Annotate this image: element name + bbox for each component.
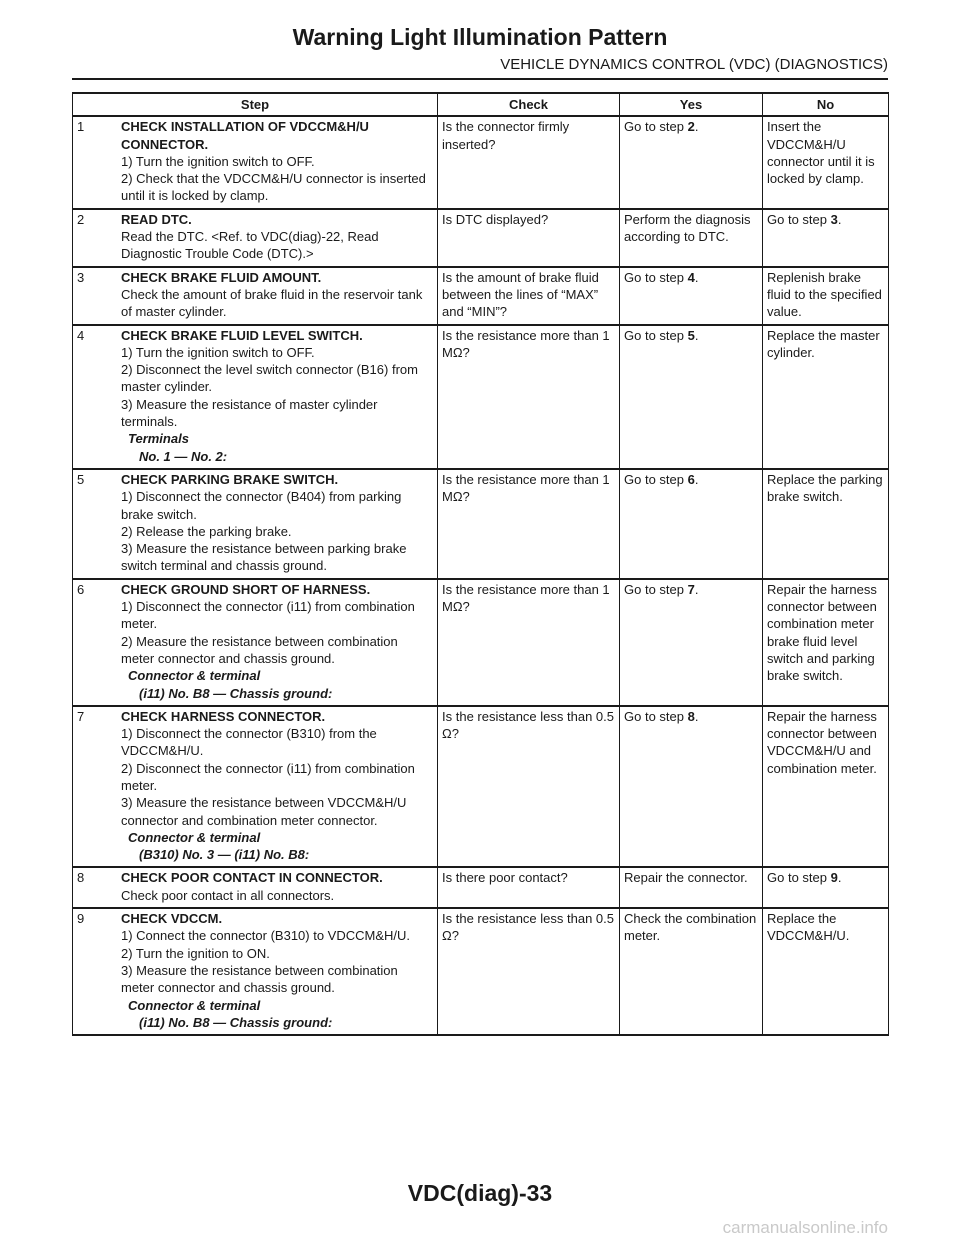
step-content bbox=[77, 211, 433, 263]
step-number: 7 bbox=[77, 708, 85, 724]
step-instruction: 3) Measure the resistance between combination meter connector and chassis ground. bbox=[121, 962, 398, 996]
watermark: carmanualsonline.info bbox=[722, 1218, 888, 1237]
step-body bbox=[121, 269, 433, 321]
step-cell bbox=[73, 706, 438, 868]
page-title: Warning Light Illumination Pattern bbox=[292, 24, 668, 50]
step-cell bbox=[73, 867, 438, 908]
step-instruction: 2) Measure the resistance between combination meter connector and chassis ground. bbox=[121, 633, 398, 666]
step-instruction: 2) Check that the VDCCM&H/U connector is inserted until it is locked by clamp. bbox=[121, 171, 426, 204]
step-reference: 2 bbox=[687, 119, 695, 135]
check-cell: Is DTC displayed? bbox=[438, 209, 620, 267]
check-cell: Is the resistance less than 0.5 Ω? bbox=[438, 908, 620, 1035]
no-cell: Replace the parking brake switch. bbox=[763, 469, 889, 579]
step-instruction: 2) Disconnect the connector (i11) from combination meter. bbox=[121, 760, 415, 793]
table-row bbox=[73, 867, 889, 908]
yes-cell: Go to step 4. bbox=[620, 267, 763, 325]
no-cell: Replace the master cylinder. bbox=[763, 325, 889, 469]
step-body bbox=[121, 869, 433, 904]
step-reference: 7 bbox=[687, 581, 695, 597]
column-header-check: Check bbox=[438, 93, 620, 116]
table-row bbox=[73, 116, 889, 208]
step-content bbox=[77, 471, 433, 575]
check-cell: Is the connector firmly inserted? bbox=[438, 116, 620, 208]
table-row bbox=[73, 579, 889, 706]
table-row bbox=[73, 209, 889, 267]
step-title: READ DTC. bbox=[121, 211, 192, 227]
check-cell: Is the amount of brake fluid between the lines of “MAX” and “MIN”? bbox=[438, 267, 620, 325]
step-instruction: Check the amount of brake fluid in the reservoir tank of master cylinder. bbox=[121, 286, 423, 320]
step-instruction: 1) Disconnect the connector (B404) from parking brake switch. bbox=[121, 489, 402, 522]
step-body bbox=[121, 471, 433, 575]
no-cell: Replenish brake fluid to the specified value. bbox=[763, 267, 889, 325]
step-reference: 9 bbox=[830, 870, 838, 886]
spec-value: No. 1 — No. 2: bbox=[139, 448, 228, 464]
step-content bbox=[77, 910, 433, 1031]
step-instruction: 1) Turn the ignition switch to OFF. bbox=[121, 153, 315, 169]
step-title: CHECK POOR CONTACT IN CONNECTOR. bbox=[121, 870, 383, 886]
step-reference: 6 bbox=[687, 471, 695, 487]
no-cell: Go to step 9. bbox=[763, 867, 889, 908]
step-reference: 8 bbox=[687, 708, 695, 724]
step-instruction: 1) Disconnect the connector (i11) from combination meter. bbox=[121, 599, 415, 632]
step-cell bbox=[73, 209, 438, 267]
no-cell: Replace the VDCCM&H/U. bbox=[763, 908, 889, 1035]
step-reference: 5 bbox=[687, 327, 695, 343]
step-content bbox=[77, 869, 433, 904]
step-cell bbox=[73, 469, 438, 579]
step-title: CHECK INSTALLATION OF VDCCM&H/U CONNECTOR. bbox=[121, 119, 369, 152]
step-number: 3 bbox=[77, 269, 85, 285]
step-number: 4 bbox=[77, 327, 85, 343]
step-instruction: 3) Measure the resistance of master cylinder terminals. bbox=[121, 396, 378, 430]
column-header-step: Step bbox=[73, 93, 438, 116]
step-number: 2 bbox=[77, 211, 85, 227]
step-title: CHECK BRAKE FLUID AMOUNT. bbox=[121, 269, 322, 285]
step-number: 8 bbox=[77, 870, 85, 886]
no-cell: Insert the VDCCM&H/U connector until it is locked by clamp. bbox=[763, 116, 889, 208]
step-body bbox=[121, 581, 433, 702]
spec-value: (i11) No. B8 — Chassis ground: bbox=[139, 685, 333, 701]
yes-cell: Go to step 5. bbox=[620, 325, 763, 469]
step-content bbox=[77, 708, 433, 864]
step-number: 9 bbox=[77, 911, 85, 927]
table-row bbox=[73, 706, 889, 868]
step-title: CHECK BRAKE FLUID LEVEL SWITCH. bbox=[121, 327, 363, 343]
column-header-no: No bbox=[763, 93, 889, 116]
check-cell: Is the resistance more than 1 MΩ? bbox=[438, 579, 620, 706]
column-header-yes: Yes bbox=[620, 93, 763, 116]
step-body bbox=[121, 910, 433, 1031]
step-instruction: 2) Disconnect the level switch connector (B16) from master cylinder. bbox=[121, 362, 418, 395]
step-instruction: 1) Disconnect the connector (B310) from the VDCCM&H/U. bbox=[121, 726, 377, 759]
yes-cell: Go to step 6. bbox=[620, 469, 763, 579]
table-row bbox=[73, 325, 889, 469]
check-cell: Is the resistance more than 1 MΩ? bbox=[438, 325, 620, 469]
step-body bbox=[121, 708, 433, 864]
step-content bbox=[77, 118, 433, 204]
step-instruction: 2) Release the parking brake. bbox=[121, 523, 292, 539]
yes-cell: Go to step 7. bbox=[620, 579, 763, 706]
step-instruction: 1) Connect the connector (B310) to VDCCM&H/U. bbox=[121, 928, 411, 944]
yes-cell: Check the combination meter. bbox=[620, 908, 763, 1035]
yes-cell: Go to step 8. bbox=[620, 706, 763, 868]
step-cell bbox=[73, 579, 438, 706]
step-cell bbox=[73, 267, 438, 325]
step-instruction: 2) Turn the ignition to ON. bbox=[121, 945, 270, 961]
yes-cell: Repair the connector. bbox=[620, 867, 763, 908]
step-instruction: 3) Measure the resistance between VDCCM&H/U connector and combination meter connector. bbox=[121, 795, 407, 828]
no-cell: Go to step 3. bbox=[763, 209, 889, 267]
step-number: 5 bbox=[77, 471, 85, 487]
table-row bbox=[73, 267, 889, 325]
step-title: CHECK PARKING BRAKE SWITCH. bbox=[121, 471, 339, 487]
table-row bbox=[73, 469, 889, 579]
table-row bbox=[73, 908, 889, 1035]
spec-label: Terminals bbox=[128, 431, 189, 447]
step-instruction: 3) Measure the resistance between parking brake switch terminal and chassis ground. bbox=[121, 541, 407, 574]
spec-value: (i11) No. B8 — Chassis ground: bbox=[139, 1014, 333, 1030]
yes-cell: Perform the diagnosis according to DTC. bbox=[620, 209, 763, 267]
page-number: VDC(diag)-33 bbox=[407, 1180, 553, 1206]
step-reference: 3 bbox=[830, 211, 838, 227]
no-cell: Repair the harness connector between combination meter brake fluid level switch and parking brake switch. bbox=[763, 579, 889, 706]
table-header-row bbox=[73, 93, 889, 116]
step-cell bbox=[73, 325, 438, 469]
spec-label: Connector & terminal bbox=[128, 829, 261, 845]
step-instruction: Check poor contact in all connectors. bbox=[121, 887, 335, 903]
step-number: 6 bbox=[77, 581, 85, 597]
diagnostic-table bbox=[72, 92, 889, 1036]
step-instruction: 1) Turn the ignition switch to OFF. bbox=[121, 344, 315, 360]
step-title: CHECK GROUND SHORT OF HARNESS. bbox=[121, 581, 371, 597]
step-instruction: Read the DTC. <Ref. to VDC(diag)-22, Read Diagnostic Trouble Code (DTC).> bbox=[121, 229, 379, 262]
step-content bbox=[77, 581, 433, 702]
step-body bbox=[121, 211, 433, 263]
spec-label: Connector & terminal bbox=[128, 668, 261, 684]
section-title: VEHICLE DYNAMICS CONTROL (VDC) (DIAGNOSTICS) bbox=[500, 56, 888, 73]
no-cell: Repair the harness connector between VDCCM&H/U and combination meter. bbox=[763, 706, 889, 868]
spec-label: Connector & terminal bbox=[128, 997, 261, 1013]
header-rule bbox=[72, 78, 888, 80]
check-cell: Is there poor contact? bbox=[438, 867, 620, 908]
check-cell: Is the resistance less than 0.5 Ω? bbox=[438, 706, 620, 868]
step-body bbox=[121, 118, 433, 204]
step-title: CHECK VDCCM. bbox=[121, 911, 223, 927]
step-body bbox=[121, 327, 433, 465]
check-cell: Is the resistance more than 1 MΩ? bbox=[438, 469, 620, 579]
step-cell bbox=[73, 908, 438, 1035]
step-cell bbox=[73, 116, 438, 208]
step-content bbox=[77, 269, 433, 321]
yes-cell: Go to step 2. bbox=[620, 116, 763, 208]
spec-value: (B310) No. 3 — (i11) No. B8: bbox=[139, 847, 310, 863]
step-title: CHECK HARNESS CONNECTOR. bbox=[121, 708, 326, 724]
step-reference: 4 bbox=[687, 269, 695, 285]
step-number: 1 bbox=[77, 119, 85, 135]
step-content bbox=[77, 327, 433, 465]
